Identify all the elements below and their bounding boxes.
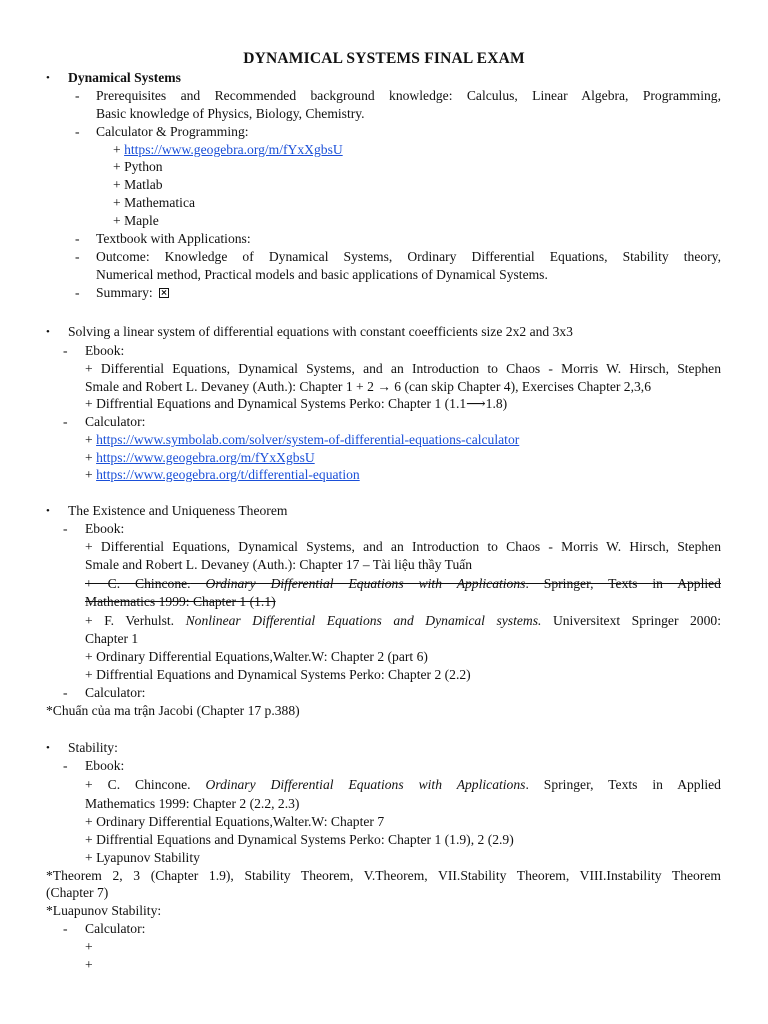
book-hirsch-cont: Smale and Robert L. Devaney (Auth.): Chapter 17 – Tài liệu thầy Tuấn xyxy=(85,557,473,572)
ebook-heading: Ebook: xyxy=(85,521,125,536)
calculator-heading: Calculator: xyxy=(85,685,146,700)
book-walter: + Ordinary Differential Equations,Walter.W: Chapter 2 (part 6) xyxy=(85,649,428,664)
book-verhulst: + F. Verhulst. Nonlinear Differential Equations and Dynamical systems. Universitext Springer 2000: xyxy=(85,613,721,628)
section-heading-stability: Stability: xyxy=(68,740,118,755)
book-perko: + Diffrential Equations and Dynamical Systems Perko: Chapter 1 (1.9), 2 (2.9) xyxy=(85,832,514,847)
prerequisites-text: Prerequisites and Recommended background knowledge: Calculus, Linear Algebra, Programming, xyxy=(96,88,721,103)
dash: - xyxy=(75,124,80,139)
page-title: DYNAMICAL SYSTEMS FINAL EXAM xyxy=(243,50,525,67)
outcome-text: Outcome: Knowledge of Dynamical Systems, Ordinary Differential Equations, Stability theory, xyxy=(96,249,721,264)
book-perko: + Diffrential Equations and Dynamical Systems Perko: Chapter 1 (1.1⟶1.8) xyxy=(85,396,508,411)
prerequisites-text-cont: Basic knowledge of Physics, Biology, Chemistry. xyxy=(96,106,365,121)
dash: - xyxy=(63,921,68,936)
dash: - xyxy=(75,285,80,300)
outcome-text-cont: Numerical method, Practical models and basic applications of Dynamical Systems. xyxy=(96,267,548,282)
lyapunov-item: + Lyapunov Stability xyxy=(85,850,200,865)
book-hirsch-cont: Smale and Robert L. Devaney (Auth.): Chapter 1 + 2 → 6 (can skip Chapter 4), Exercises Chapter 2,3,6 xyxy=(85,379,651,394)
calculator-programming-heading: Calculator & Programming: xyxy=(96,124,249,139)
ebook-heading: Ebook: xyxy=(85,758,125,773)
calculator-heading: Calculator: xyxy=(85,414,146,429)
plus-marker: + xyxy=(113,142,121,157)
summary-line xyxy=(96,284,169,301)
symbolab-link[interactable]: https://www.symbolab.com/solver/system-of-differential-equations-calculator xyxy=(96,432,520,447)
tool-item-maple: + Maple xyxy=(113,213,159,228)
book-chincone: + C. Chincone. Ordinary Differential Equations with Applications. Springer, Texts in Applied xyxy=(85,777,721,792)
tool-item-geogebra xyxy=(113,141,343,158)
dash: - xyxy=(63,758,68,773)
theorem-note-cont: (Chapter 7) xyxy=(46,885,109,900)
bullet-linear-systems: • xyxy=(46,326,50,338)
embedded-object-icon[interactable] xyxy=(159,288,169,298)
tool-item-matlab: + Matlab xyxy=(113,177,163,192)
bullet-existence: • xyxy=(46,505,50,517)
section-heading-linear-systems: Solving a linear system of differential equations with constant coeefficients size 2x2 and 3x3 xyxy=(68,324,573,339)
theorem-note: *Theorem 2, 3 (Chapter 1.9), Stability Theorem, V.Theorem, VII.Stability Theorem, VIII.Instability Theorem xyxy=(46,868,721,883)
dash: - xyxy=(63,343,68,358)
geogebra-de-link[interactable]: https://www.geogebra.org/t/differential-equation xyxy=(96,467,360,482)
calculator-link-item xyxy=(85,466,360,483)
textbook-heading: Textbook with Applications: xyxy=(96,231,251,246)
bullet-stability: • xyxy=(46,742,50,754)
ebook-heading: Ebook: xyxy=(85,343,125,358)
book-hirsch: + Differential Equations, Dynamical Systems, and an Introduction to Chaos - Morris W. Hirsch, Stephen xyxy=(85,361,721,376)
geogebra-link[interactable]: https://www.geogebra.org/m/fYxXgbsU xyxy=(96,450,315,465)
calculator-link-item xyxy=(85,431,519,448)
dash: - xyxy=(75,88,80,103)
bullet-dynamical-systems: • xyxy=(46,72,50,84)
plus-marker: + xyxy=(85,467,93,482)
jacobi-note: *Chuẩn của ma trận Jacobi (Chapter 17 p.388) xyxy=(46,703,300,718)
dash: - xyxy=(75,231,80,246)
calculator-link-item xyxy=(85,449,315,466)
dash: - xyxy=(63,414,68,429)
book-chincone-struck-cont: Mathematics 1999: Chapter 1 (1.1) xyxy=(85,594,276,609)
plus-marker: + xyxy=(85,432,93,447)
tool-item-mathematica: + Mathematica xyxy=(113,195,196,210)
dash: - xyxy=(75,249,80,264)
dash: - xyxy=(63,685,68,700)
book-chincone-cont: Mathematics 1999: Chapter 2 (2.2, 2.3) xyxy=(85,796,300,811)
book-chincone-struck: + C. Chincone. Ordinary Differential Equations with Applications. Springer, Texts in Applied xyxy=(85,576,721,591)
empty-plus-item: + xyxy=(85,939,93,954)
tool-item-python: + Python xyxy=(113,159,163,174)
geogebra-link[interactable]: https://www.geogebra.org/m/fYxXgbsU xyxy=(124,142,343,157)
summary-label: Summary: xyxy=(96,285,153,300)
book-perko: + Diffrential Equations and Dynamical Systems Perko: Chapter 2 (2.2) xyxy=(85,667,471,682)
section-heading-dynamical-systems: Dynamical Systems xyxy=(68,70,181,85)
dash: - xyxy=(63,521,68,536)
book-hirsch: + Differential Equations, Dynamical Systems, and an Introduction to Chaos - Morris W. Hirsch, Stephen xyxy=(85,539,721,554)
plus-marker: + xyxy=(85,450,93,465)
luapunov-note: *Luapunov Stability: xyxy=(46,903,162,918)
section-heading-existence: The Existence and Uniqueness Theorem xyxy=(68,503,288,518)
calculator-heading: Calculator: xyxy=(85,921,146,936)
book-walter: + Ordinary Differential Equations,Walter.W: Chapter 7 xyxy=(85,814,385,829)
book-verhulst-cont: Chapter 1 xyxy=(85,631,139,646)
empty-plus-item: + xyxy=(85,957,93,972)
